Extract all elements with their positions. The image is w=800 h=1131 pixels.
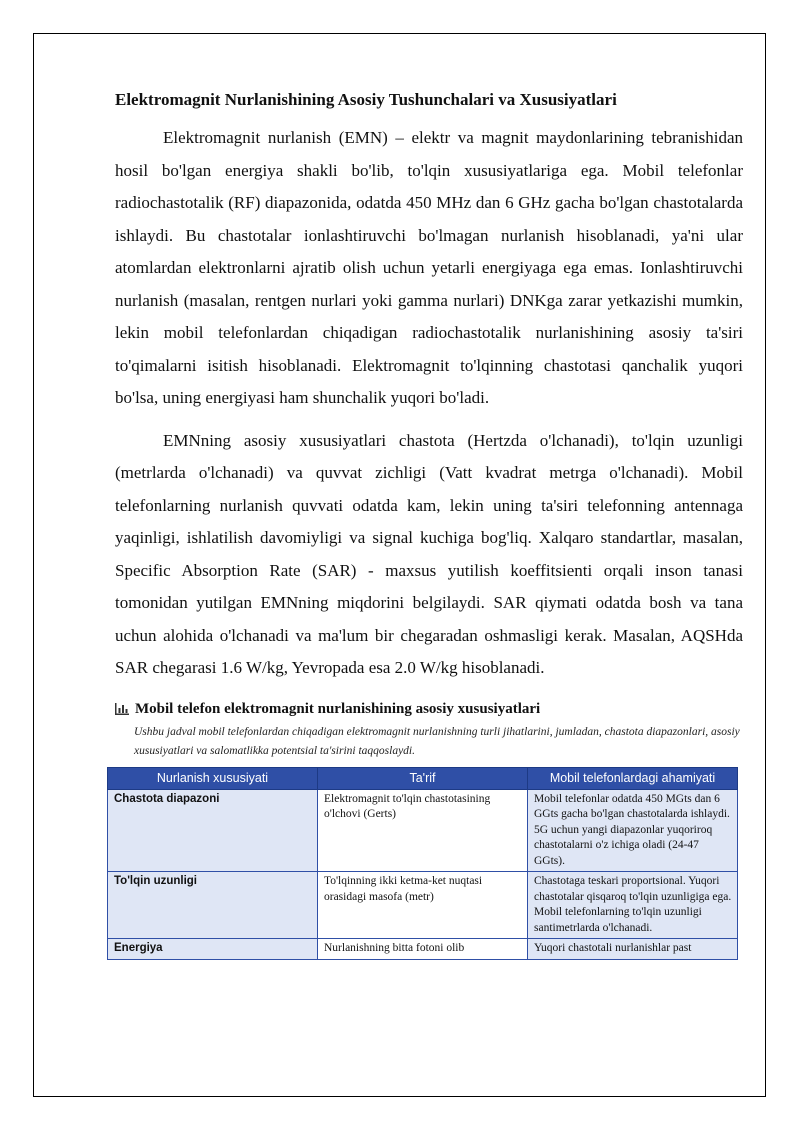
column-header: Mobil telefonlardagi ahamiyati <box>528 767 738 789</box>
section-heading-text: Mobil telefon elektromagnit nurlanishining asosiy xususiyatlari <box>135 700 541 717</box>
table-cell: To'lqinning ikki ketma-ket nuqtasi orasidagi masofa (metr) <box>318 872 528 939</box>
table-cell: Chastotaga teskari proportsional. Yuqori chastotalar qisqaroq to'lqin uzunligiga ega. Mobil telefonlarning to'lqin uzunligi santimetrlarda o'lchanadi. <box>528 872 738 939</box>
document-content <box>115 88 743 960</box>
document-title: Elektromagnit Nurlanishining Asosiy Tushunchalari va Xususiyatlari <box>115 90 617 109</box>
table-header-row <box>108 767 738 789</box>
section-heading <box>115 699 743 719</box>
table-cell: Chastota diapazoni <box>108 789 318 872</box>
column-header: Ta'rif <box>318 767 528 789</box>
table-cell: Elektromagnit to'lqin chastotasining o'lchovi (Gerts) <box>318 789 528 872</box>
paragraph-2: EMNning asosiy xususiyatlari chastota (Hertzda o'lchanadi), to'lqin uzunligi (metrlarda o'lchanadi) va quvvat zichligi (Vatt kvadrat metrga o'lchanadi). Mobil telefonlarning nurlanish quvvati odatda kam, lekin uning ta'siri telefonning antennaga yaqinligi, ishlatilish davomiyligi va signal kuchiga bog'liq. Xalqaro standartlar, masalan, Specific Absorption Rate (SAR) - maxsus yutilish koeffitsienti orqali inson tanasi tomonidan yutilgan EMNning miqdorini belgilaydi. SAR qiymati odatda bosh va tana uchun alohida o'lchanadi va ma'lum bir chegaradan oshmasligi kerak. Masalan, AQSHda SAR chegarasi 1.6 W/kg, Yevropada esa 2.0 W/kg hisoblanadi. <box>115 430 743 677</box>
properties-table <box>107 767 738 960</box>
table-cell: Yuqori chastotali nurlanishlar past <box>528 939 738 960</box>
column-header: Nurlanish xususiyati <box>108 767 318 789</box>
bar-chart-icon <box>115 703 129 715</box>
section-description: Ushbu jadval mobil telefonlardan chiqadigan elektromagnit nurlanishning turli jihatlarini, jumladan, chastota diapazonlari, asosiy xususiyatlari va salomatlikka potentsial ta'sirini taqqoslaydi. <box>134 725 740 757</box>
paragraph-1: Elektromagnit nurlanish (EMN) – elektr va magnit maydonlarining tebranishidan hosil bo'lgan energiya shakli bo'lib, to'lqin xususiyatlariga ega. Mobil telefonlar radiochastotalik (RF) diapazonida, odatda 450 MHz dan 6 GHz gacha bo'lgan chastotalarda ishlaydi. Bu chastotalar ionlashtiruvchi bo'lmagan nurlanish hisoblanadi, ya'ni ular atomlardan elektronlarni ajratib olish uchun yetarli energiyaga ega emas. Ionlashtiruvchi nurlanish (masalan, rentgen nurlari yoki gamma nurlari) DNKga zarar yetkazishi mumkin, lekin mobil telefonlardan chiqadigan radiochastotalik nurlanishining asosiy ta'siri to'qimalarni isitish hisoblanadi. Elektromagnit to'lqinning chastotasi qanchalik yuqori bo'lsa, uning energiyasi ham shunchalik yuqori bo'ladi. <box>115 128 743 407</box>
table-cell: Energiya <box>108 939 318 960</box>
table-row <box>108 789 738 872</box>
table-cell: To'lqin uzunligi <box>108 872 318 939</box>
table-cell: Nurlanishning bitta fotoni olib <box>318 939 528 960</box>
table-cell: Mobil telefonlar odatda 450 MGts dan 6 GGts gacha bo'lgan chastotalarda ishlaydi. 5G uchun yangi diapazonlar yuqoriroq chastotalarni o'z ichiga oladi (24-47 GGts). <box>528 789 738 872</box>
table-row <box>108 939 738 960</box>
table-row <box>108 872 738 939</box>
